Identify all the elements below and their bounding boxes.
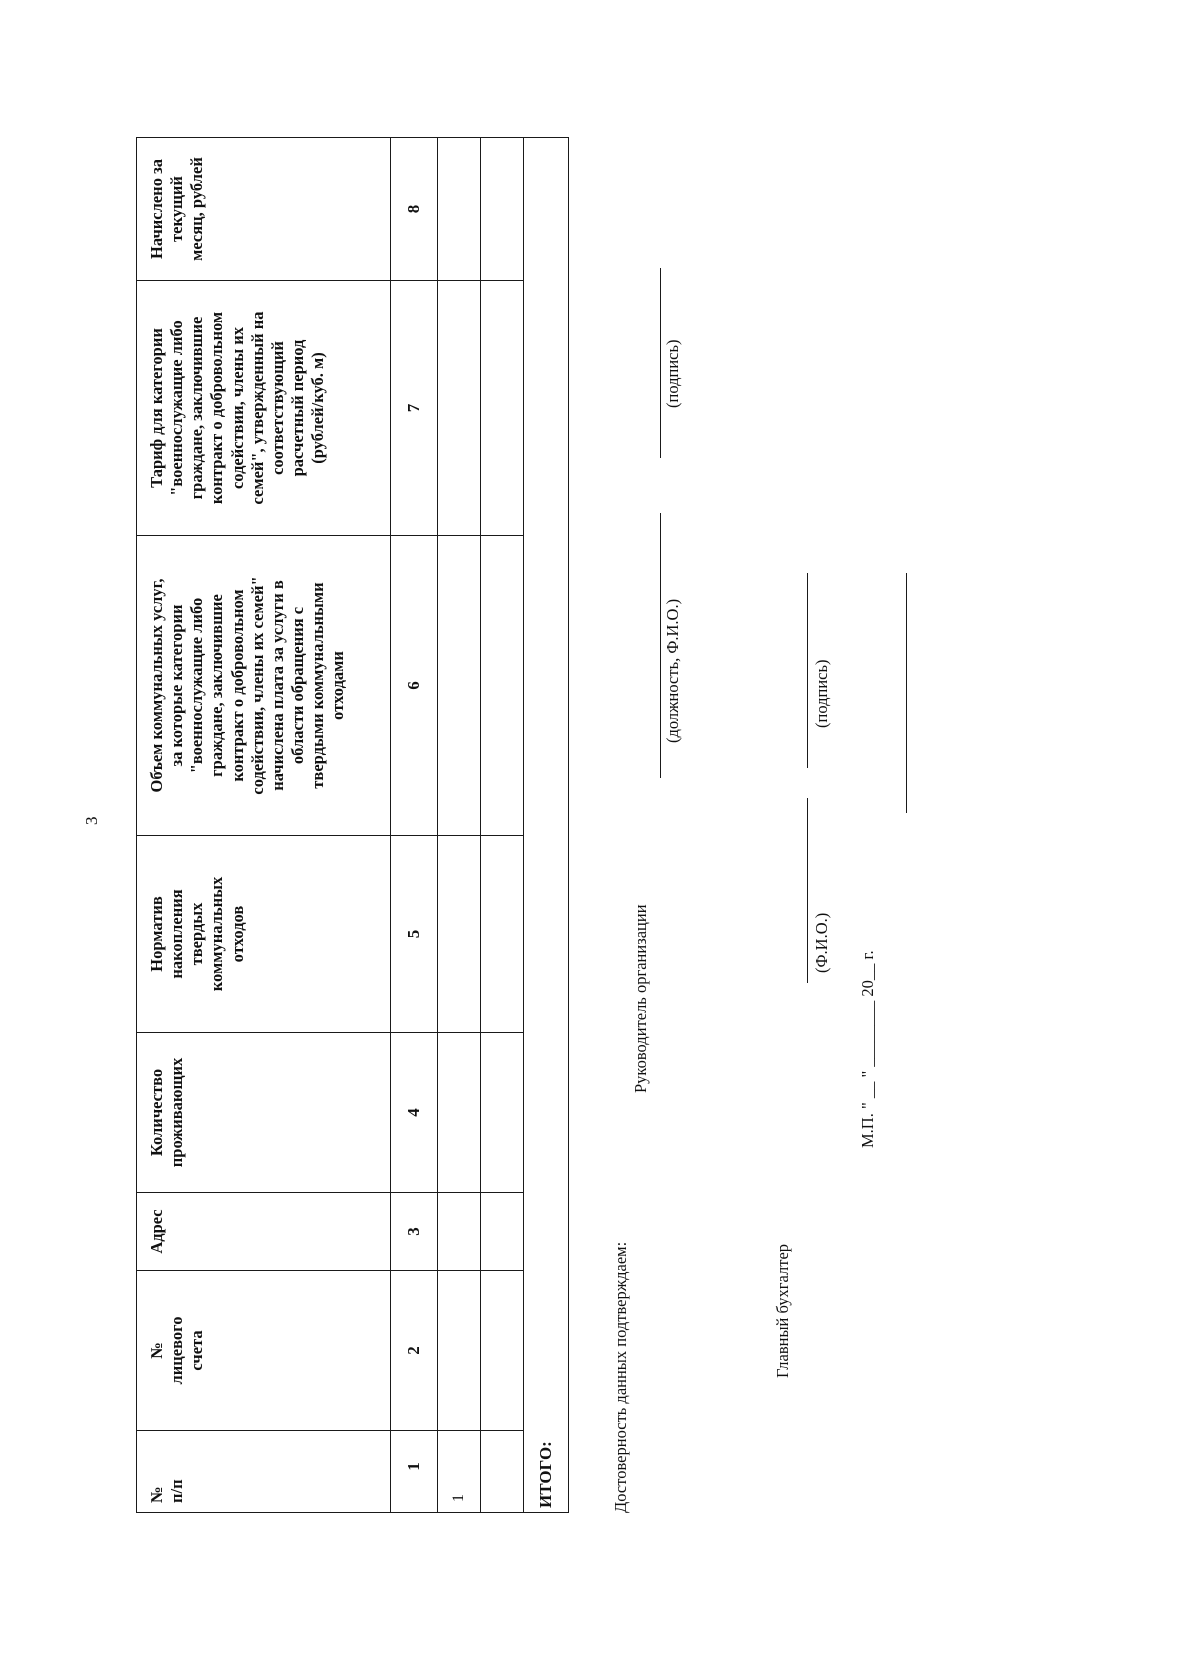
- position-fio-caption: (должность, Ф.И.О.): [663, 598, 682, 743]
- header-text: Начислено за текущий месяц, рублей: [147, 157, 207, 261]
- header-text: Норматив накопления твердых коммунальных отходов: [147, 876, 247, 992]
- table-cell: [481, 1271, 524, 1431]
- header-text: № п/п: [147, 1479, 187, 1503]
- table-row: [438, 138, 481, 1513]
- header-text: Адрес: [147, 1209, 166, 1254]
- fio-caption: (Ф.И.О.): [812, 912, 831, 973]
- table-cell: [438, 536, 481, 836]
- header-cell: [137, 1271, 391, 1431]
- header-cell: [137, 1431, 391, 1513]
- column-number: 7: [391, 281, 438, 536]
- extra-line: [906, 573, 907, 813]
- row-index: 1: [438, 1431, 481, 1513]
- column-number: 4: [391, 1033, 438, 1193]
- page-number: 3: [82, 816, 101, 825]
- table-cell: [438, 1193, 481, 1271]
- header-cell: [137, 536, 391, 836]
- table-cell: [438, 1033, 481, 1193]
- column-number: 2: [391, 1271, 438, 1431]
- table-cell: [481, 1033, 524, 1193]
- table-cell: [481, 281, 524, 536]
- table-row: [481, 138, 524, 1513]
- header-text: Объем коммунальных услуг, за которые категории "военнослужащие либо граждане, заключившие контракт о добровольном содействии, члены их семей" начислена плата за услуги в области обращения с твердыми коммунальными отходами: [147, 576, 348, 795]
- row-index: [481, 1431, 524, 1513]
- stamp-date: М.П. " __ " ________ 20__ г.: [858, 950, 877, 1148]
- head-label: Руководитель организации: [631, 904, 650, 1093]
- position-fio-line: [660, 513, 661, 778]
- table-cell: [481, 836, 524, 1033]
- table-header-row: [137, 138, 391, 1513]
- head-signature-caption: (подпись): [663, 339, 682, 408]
- total-label: ИТОГО:: [524, 138, 569, 1513]
- table-cell: [438, 138, 481, 281]
- header-text: № лицевого счета: [147, 1316, 207, 1385]
- table-cell: [438, 281, 481, 536]
- head-signature-line: [660, 268, 661, 458]
- accountant-signature-line: [807, 573, 808, 768]
- column-number-row: [391, 138, 438, 1513]
- total-row: [524, 138, 569, 1513]
- table-cell: [481, 1193, 524, 1271]
- confirmation-text: Достоверность данных подтверждаем:: [611, 1241, 630, 1513]
- report-table: [136, 137, 569, 1513]
- column-number: 8: [391, 138, 438, 281]
- header-text: Тариф для категории "военнослужащие либо граждане, заключившие контракт о добровольном содействии, члены их семей", утвержденный на соответствующий расчетный период (рублей/куб. м): [147, 311, 327, 505]
- table-cell: [438, 836, 481, 1033]
- header-text: Количество проживающих: [147, 1057, 187, 1168]
- table-cell: [481, 138, 524, 281]
- header-cell: [137, 1193, 391, 1271]
- column-number: 3: [391, 1193, 438, 1271]
- column-number: 1: [391, 1431, 438, 1513]
- header-cell: [137, 138, 391, 281]
- table-cell: [438, 1271, 481, 1431]
- header-cell: [137, 1033, 391, 1193]
- header-cell: [137, 281, 391, 536]
- header-cell: [137, 836, 391, 1033]
- table-cell: [481, 536, 524, 836]
- column-number: 6: [391, 536, 438, 836]
- accountant-label: Главный бухгалтер: [773, 1243, 792, 1378]
- column-number: 5: [391, 836, 438, 1033]
- accountant-signature-caption: (подпись): [812, 659, 831, 728]
- fio-line: [807, 798, 808, 983]
